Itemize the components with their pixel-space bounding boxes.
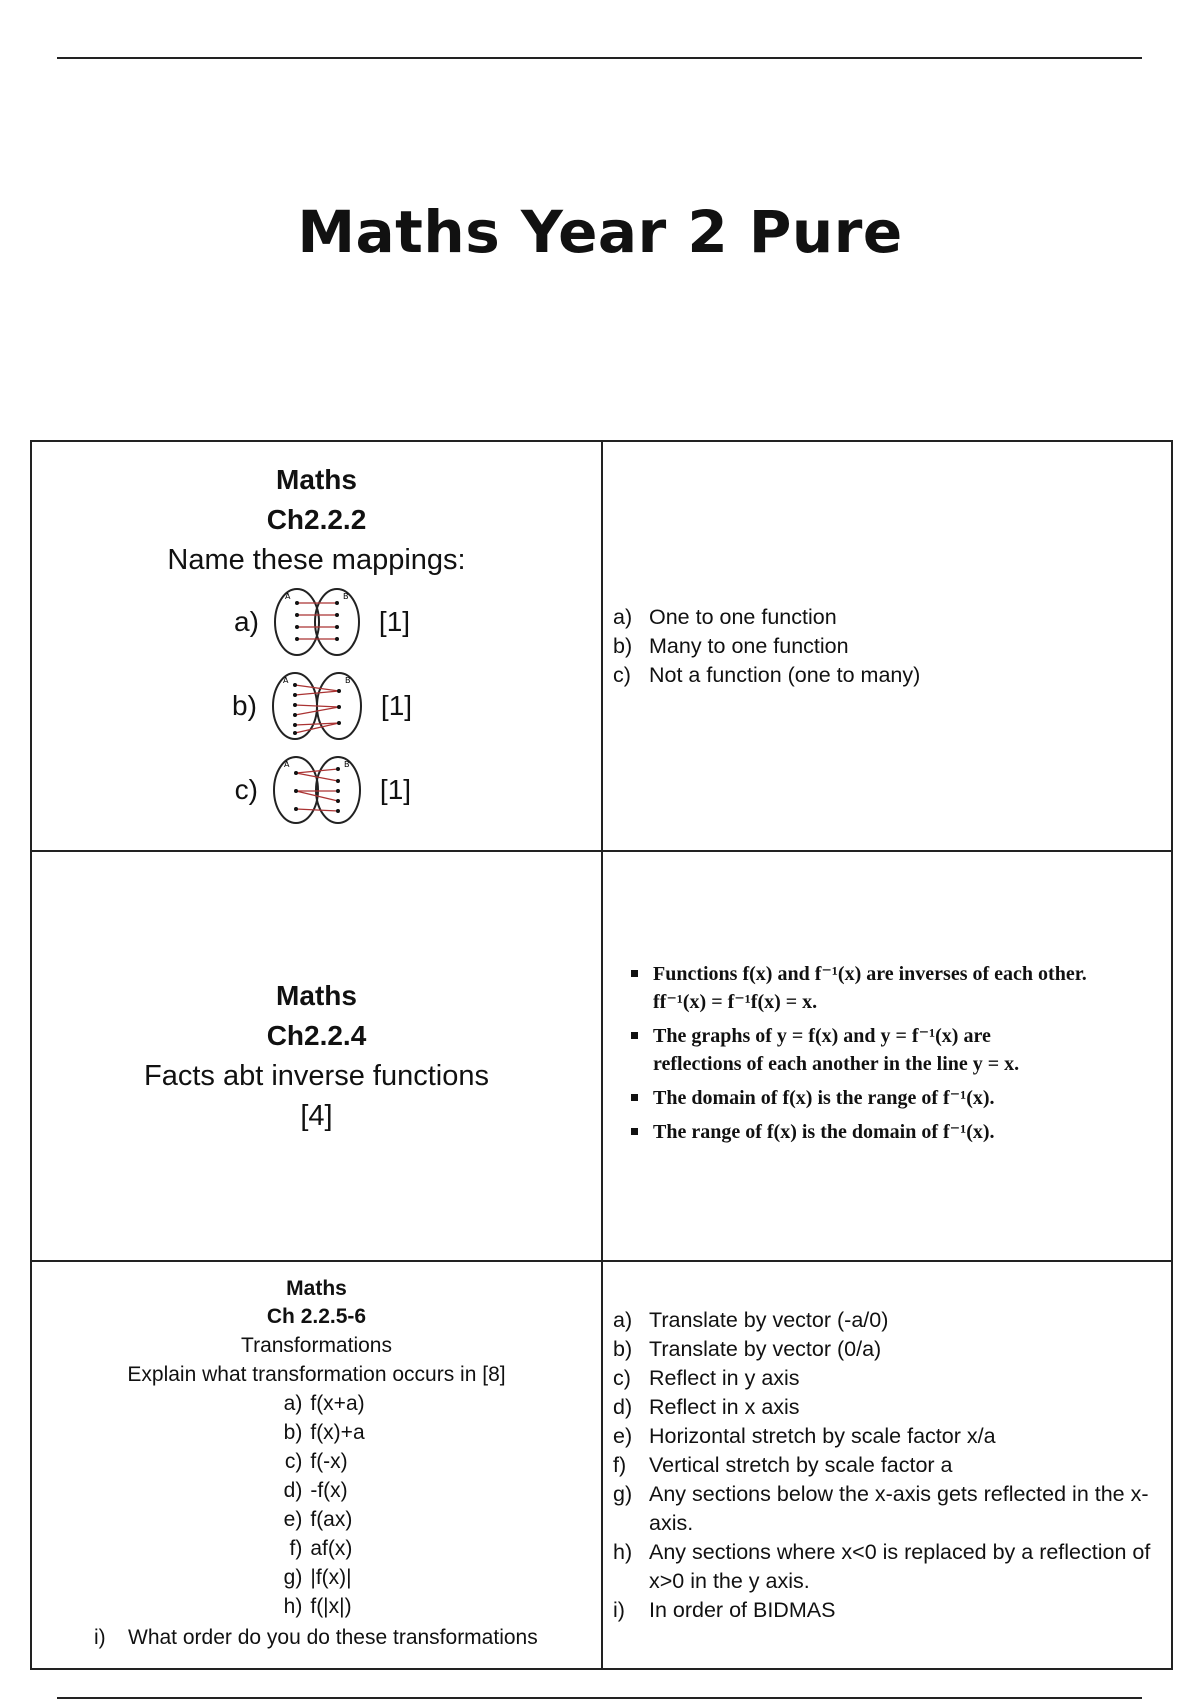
list-item: The graphs of y = f(x) and y = f⁻¹(x) are reflections of each another in the line y = x. [631, 1022, 1161, 1078]
mapping-item-b [32, 664, 601, 748]
header-rule [57, 57, 1142, 59]
list-item: d) Reflect in x axis [613, 1394, 800, 1419]
list-item: h) Any sections where x<0 is replaced by a reflection of x>0 in the y axis. [613, 1539, 1151, 1593]
list-item: c) f(-x) [284, 1450, 348, 1473]
list-item: d) -f(x) [283, 1479, 348, 1502]
list-item: g) Any sections below the x-axis gets reflected in the x-axis. [613, 1481, 1149, 1535]
list-item: e) Horizontal stretch by scale factor x/a [613, 1423, 996, 1448]
subject-heading: Maths [276, 464, 357, 495]
list-item: a) Translate by vector (-a/0) [613, 1307, 889, 1332]
marks-label: [1] [378, 606, 411, 637]
list-item: h) f(|x|) [283, 1595, 352, 1618]
list-item: b) Many to one function [613, 633, 849, 658]
chapter-heading: Ch2.2.4 [266, 1020, 367, 1051]
svg-text:B: B [342, 592, 349, 601]
card-row-1 [31, 441, 1172, 851]
chapter-heading: Ch 2.2.5-6 [266, 1305, 367, 1328]
marks-label: [1] [379, 774, 412, 805]
answer-cell [602, 1261, 1172, 1669]
list-item: f) Vertical stretch by scale factor a [613, 1452, 953, 1477]
marks-label: [1] [380, 690, 413, 721]
subject-heading: Maths [286, 1277, 347, 1300]
topic-heading: Transformations [241, 1334, 392, 1357]
footer-rule [57, 1697, 1142, 1699]
list-item: i) In order of BIDMAS [613, 1597, 836, 1622]
one-to-one-mapping-diagram-icon [267, 585, 367, 659]
question-cell [31, 441, 602, 851]
list-item: The range of f(x) is the domain of f⁻¹(x). [631, 1118, 1161, 1146]
one-to-many-mapping-diagram-icon [266, 753, 368, 827]
list-item: b) f(x)+a [283, 1421, 365, 1444]
marks-label: [4] [300, 1100, 333, 1132]
question-prompt: Facts abt inverse functions [144, 1060, 489, 1092]
question-cell [31, 1261, 602, 1669]
mapping-item-c [32, 748, 601, 832]
question-prompt: Explain what transformation occurs in [8] [127, 1363, 506, 1386]
list-item: a) f(x+a) [283, 1392, 365, 1415]
answer-cell [602, 441, 1172, 851]
svg-text:B: B [344, 676, 351, 685]
question-cell [31, 851, 602, 1261]
question-prompt: Name these mappings: [167, 544, 466, 576]
mapping-item-a [32, 580, 601, 664]
facts-list [613, 960, 1161, 1146]
answer-list [613, 1306, 1161, 1625]
many-to-one-mapping-diagram-icon [265, 669, 369, 743]
item-label: a) [234, 606, 259, 637]
list-item: f) af(x) [289, 1537, 353, 1560]
list-item: g) |f(x)| [283, 1566, 352, 1589]
final-question: i) What order do you do these transformations [94, 1626, 538, 1649]
list-item: c) Reflect in y axis [613, 1365, 800, 1390]
list-item: a) One to one function [613, 604, 837, 629]
svg-text:A: A [283, 760, 290, 769]
chapter-heading: Ch2.2.2 [266, 504, 367, 535]
flashcard-table [30, 440, 1173, 1670]
subject-heading: Maths [276, 980, 357, 1011]
list-item: c) Not a function (one to many) [613, 662, 921, 687]
answer-cell [602, 851, 1172, 1261]
item-label: c) [234, 774, 258, 805]
sub-question-list [268, 1389, 364, 1621]
card-row-3 [31, 1261, 1172, 1669]
svg-text:A: A [282, 676, 289, 685]
item-label: b) [232, 690, 257, 721]
answer-list [613, 603, 1161, 690]
page-title: Maths Year 2 Pure [297, 198, 903, 266]
list-item: e) f(ax) [283, 1508, 353, 1531]
list-item: b) Translate by vector (0/a) [613, 1336, 882, 1361]
list-item: The domain of f(x) is the range of f⁻¹(x). [631, 1084, 1161, 1112]
card-row-2 [31, 851, 1172, 1261]
list-item: Functions f(x) and f⁻¹(x) are inverses of each other. ff⁻¹(x) = f⁻¹f(x) = x. [631, 960, 1161, 1016]
svg-text:B: B [343, 760, 350, 769]
svg-text:A: A [284, 592, 291, 601]
